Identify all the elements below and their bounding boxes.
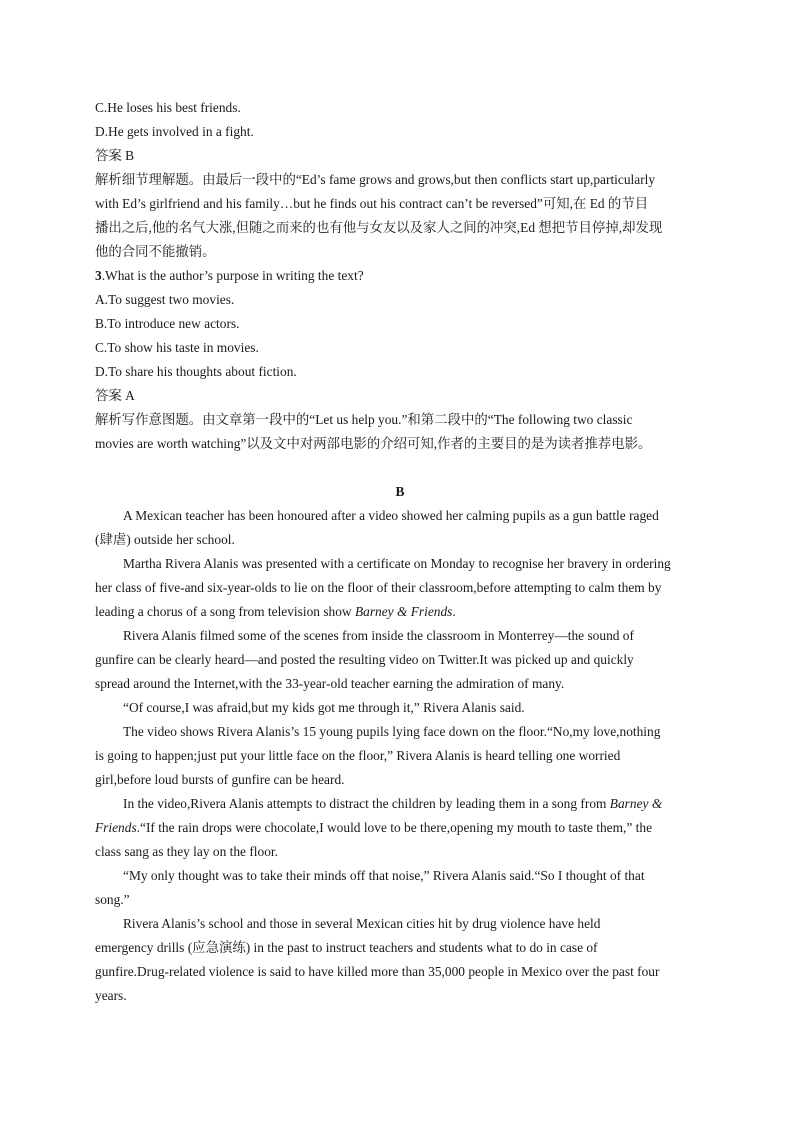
q3-question-text: .What is the author’s purpose in writing the text?	[101, 268, 364, 283]
q3-answer: 答案 A	[95, 388, 135, 403]
q3-option-c: C.To show his taste in movies.	[95, 340, 259, 355]
passage-line-text: emergency drills (应急演练) in the past to instruct teachers and students what to do in case of	[95, 940, 598, 955]
passage-heading: B	[395, 484, 405, 499]
passage-line-tail: .	[452, 604, 456, 619]
passage-line-text: gunfire.Drug-related violence is said to have killed more than 35,000 people in Mexico over the past four	[95, 964, 660, 979]
document-page	[95, 96, 705, 1008]
passage-line-text: her class of five-and six-year-olds to lie on the floor of their classroom,before attempting to calm them by	[95, 580, 662, 595]
passage-line	[95, 696, 705, 720]
passage-line	[95, 600, 705, 624]
passage-line	[95, 768, 705, 792]
q2-expl-line: 他的合同不能撤销。	[95, 244, 216, 259]
passage-line-text: In the video,Rivera Alanis attempts to distract the children by leading them in a song from	[123, 796, 610, 811]
q3-option-b: B.To introduce new actors.	[95, 316, 240, 331]
passage-body	[95, 504, 705, 1008]
q2-explanation	[95, 168, 705, 264]
passage-line	[95, 504, 705, 528]
passage-line	[95, 792, 705, 816]
passage-line-text: is going to happen;just put your little face on the floor,” Rivera Alanis is heard telling one worried	[95, 748, 621, 763]
passage-line	[95, 840, 705, 864]
q2-expl-label: 解析	[95, 172, 122, 187]
q3-option-a: A.To suggest two movies.	[95, 292, 235, 307]
passage-line-text: girl,before loud bursts of gunfire can be heard.	[95, 772, 345, 787]
q3-expl-label: 解析	[95, 412, 122, 427]
passage-line	[95, 912, 705, 936]
passage-line-text: Martha Rivera Alanis was presented with a certificate on Monday to recognise her bravery in ordering	[123, 556, 671, 571]
passage-line-text: class sang as they lay on the floor.	[95, 844, 278, 859]
q2-option-d: D.He gets involved in a fight.	[95, 124, 254, 139]
q3-option-d: D.To share his thoughts about fiction.	[95, 364, 297, 379]
passage-line	[95, 984, 705, 1008]
passage-line-text: (肆虐) outside her school.	[95, 532, 235, 547]
passage-line-text: The video shows Rivera Alanis’s 15 young pupils lying face down on the floor.“No,my love,nothing	[123, 724, 661, 739]
q3-explanation	[95, 408, 705, 456]
q2-option-c: C.He loses his best friends.	[95, 100, 241, 115]
passage-line	[95, 720, 705, 744]
passage-line	[95, 936, 705, 960]
passage-line	[95, 960, 705, 984]
passage-line	[95, 744, 705, 768]
q2-expl-line: 播出之后,他的名气大涨,但随之而来的也有他与女友以及家人之间的冲突,Ed 想把节目停掉,却发现	[95, 220, 663, 235]
passage-line-text: years.	[95, 988, 127, 1003]
passage-line	[95, 672, 705, 696]
q3-number: 3	[95, 268, 102, 283]
q3-expl-line: 写作意图题。由文章第一段中的“Let us help you.”和第二段中的“The following two classic	[121, 412, 633, 427]
q3-question	[95, 264, 705, 288]
passage-line-title: Friends	[95, 820, 137, 835]
passage-line-title: Barney &	[609, 796, 663, 811]
passage-line	[95, 624, 705, 648]
passage-line-text: A Mexican teacher has been honoured after a video showed her calming pupils as a gun battle raged	[123, 508, 659, 523]
passage-line-text: leading a chorus of a song from television show	[95, 604, 355, 619]
passage-line	[95, 552, 705, 576]
passage-line-text: Rivera Alanis’s school and those in several Mexican cities hit by drug violence have held	[123, 916, 601, 931]
passage-line-text: gunfire can be clearly heard—and posted the resulting video on Twitter.It was picked up and quickly	[95, 652, 634, 667]
passage-line	[95, 888, 705, 912]
passage-line	[95, 648, 705, 672]
passage-line	[95, 576, 705, 600]
passage-line-tail: .“If the rain drops were chocolate,I would love to be there,opening my mouth to taste them,” the	[136, 820, 653, 835]
passage-line-text: song.”	[95, 892, 130, 907]
passage-line	[95, 864, 705, 888]
q3-expl-line: movies are worth watching”以及文中对两部电影的介绍可知,作者的主要目的是为读者推荐电影。	[95, 436, 652, 451]
passage-line-text: Rivera Alanis filmed some of the scenes from inside the classroom in Monterrey—the sound of	[123, 628, 634, 643]
q2-expl-line: with Ed’s girlfriend and his family…but he finds out his contract can’t be reversed”可知,在 Ed 的节目	[95, 196, 649, 211]
passage-line-text: “Of course,I was afraid,but my kids got me through it,” Rivera Alanis said.	[123, 700, 525, 715]
passage-line	[95, 528, 705, 552]
passage-line	[95, 816, 705, 840]
passage-line-text: spread around the Internet,with the 33-year-old teacher earning the admiration of many.	[95, 676, 565, 691]
q2-answer: 答案 B	[95, 148, 135, 163]
q2-expl-line: 细节理解题。由最后一段中的“Ed’s fame grows and grows,but then conflicts start up,particularly	[121, 172, 656, 187]
passage-line-text: “My only thought was to take their minds off that noise,” Rivera Alanis said.“So I thought of that	[123, 868, 645, 883]
passage-line-title: Barney & Friends	[354, 604, 453, 619]
